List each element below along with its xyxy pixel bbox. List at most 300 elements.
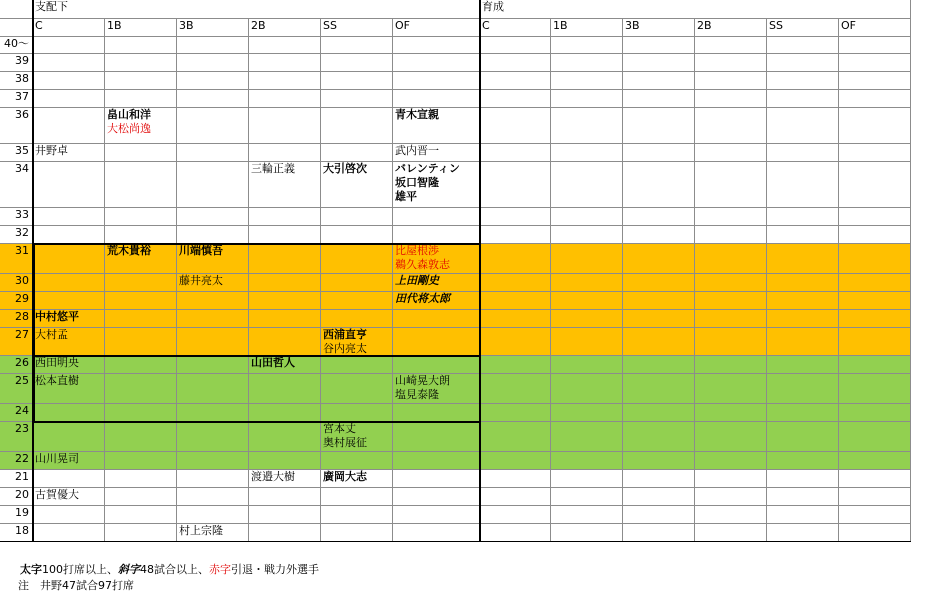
table-cell [33,374,105,404]
table-cell [105,422,177,452]
table-cell [249,108,321,144]
table-cell [177,226,249,244]
table-cell [623,108,695,144]
table-cell [321,404,393,422]
table-cell [480,374,551,404]
age-label: 19 [0,506,33,524]
table-cell [177,244,249,274]
table-cell [839,328,911,356]
table-cell [623,374,695,404]
table-cell [767,356,839,374]
table-cell [551,404,623,422]
table-cell [249,356,321,374]
table-cell [695,54,767,72]
table-cell [105,374,177,404]
left-frame-line [32,0,34,542]
table-cell [177,422,249,452]
table-cell [551,292,623,310]
player-name: 山崎晃大朗 [395,374,450,387]
table-cell [321,208,393,226]
table-cell [393,452,480,470]
table-cell [177,374,249,404]
table-cell [480,404,551,422]
table-cell [695,488,767,506]
table-cell [393,274,480,292]
table-cell [839,208,911,226]
table-cell [839,54,911,72]
table-cell [177,37,249,54]
table-cell [839,90,911,108]
table-cell [105,274,177,292]
table-cell [551,524,623,542]
age-label: 24 [0,404,33,422]
table-cell [249,90,321,108]
table-cell [321,292,393,310]
table-cell [551,226,623,244]
table-cell [321,328,393,356]
table-cell [393,404,480,422]
table-cell [393,226,480,244]
table-cell [623,292,695,310]
table-cell [767,404,839,422]
table-cell [623,72,695,90]
table-cell [839,37,911,54]
table-cell [177,452,249,470]
position-header: C [480,19,551,37]
table-cell [767,226,839,244]
table-cell [623,226,695,244]
table-cell [33,144,105,162]
table-cell [839,292,911,310]
age-label: 23 [0,422,33,452]
legend-note: 注 井野47試合97打席 [18,579,134,592]
table-cell [767,422,839,452]
table-cell [393,356,480,374]
table-cell [839,404,911,422]
age-label: 32 [0,226,33,244]
table-cell [767,452,839,470]
player-name: 三輪正義 [251,162,295,175]
table-cell [393,470,480,488]
player-name: 比屋根渉 [395,244,439,257]
player-name: 山田哲人 [251,356,295,369]
table-cell [480,422,551,452]
player-name: 青木宣親 [395,108,439,121]
age-label: 37 [0,90,33,108]
table-cell [480,488,551,506]
table-cell [839,356,911,374]
table-cell [695,72,767,90]
player-name: 渡邉大樹 [251,470,295,483]
table-cell [321,488,393,506]
player-name: 塩見泰隆 [395,388,439,401]
player-name: 西田明央 [35,356,79,369]
table-cell [839,374,911,404]
player-name: 大村孟 [35,328,68,341]
table-cell [393,54,480,72]
table-cell [33,404,105,422]
age-label: 27 [0,328,33,356]
table-cell [393,422,480,452]
table-cell [393,310,480,328]
table-cell [551,244,623,274]
legend-bold-label: 太字 [20,563,42,576]
table-cell [623,208,695,226]
table-cell [767,108,839,144]
table-cell [105,470,177,488]
table-cell [177,470,249,488]
table-cell [105,292,177,310]
table-cell [695,162,767,208]
table-cell [623,54,695,72]
table-cell [551,54,623,72]
player-name: 大松尚逸 [107,122,151,135]
age-label: 28 [0,310,33,328]
table-cell [393,328,480,356]
table-cell [695,144,767,162]
table-cell [177,524,249,542]
table-cell [105,144,177,162]
table-cell [551,274,623,292]
table-cell [105,162,177,208]
position-header: 1B [551,19,623,37]
table-cell [623,310,695,328]
table-cell [321,452,393,470]
table-cell [249,524,321,542]
table-cell [623,470,695,488]
table-cell [480,54,551,72]
table-cell [321,244,393,274]
table-cell [393,90,480,108]
table-cell [177,72,249,90]
table-cell [321,524,393,542]
table-cell [33,470,105,488]
table-cell [767,488,839,506]
player-name: 大引啓次 [323,162,367,175]
player-name: 鵜久森敦志 [395,258,450,271]
table-cell [480,274,551,292]
table-cell [695,274,767,292]
table-cell [321,72,393,90]
table-cell [767,144,839,162]
table-cell [623,90,695,108]
table-cell [249,506,321,524]
table-cell [249,310,321,328]
table-cell [321,37,393,54]
table-cell [321,374,393,404]
table-cell [249,328,321,356]
player-name: 奥村展征 [323,436,367,449]
table-cell [249,374,321,404]
table-cell [551,72,623,90]
table-cell [767,162,839,208]
table-cell [551,37,623,54]
table-cell [767,506,839,524]
table-cell [393,244,480,274]
table-cell [177,108,249,144]
player-name: 武内晋一 [395,144,439,157]
table-cell [177,162,249,208]
legend-bold-desc: 100打席以上、 [42,563,118,576]
table-cell [695,90,767,108]
table-cell [839,72,911,90]
table-cell [393,292,480,310]
table-cell [480,162,551,208]
table-cell [249,54,321,72]
age-label: 30 [0,274,33,292]
table-cell [480,310,551,328]
position-header: 1B [105,19,177,37]
table-cell [393,37,480,54]
table-cell [321,506,393,524]
table-cell [623,37,695,54]
table-cell [695,506,767,524]
player-name: 雄平 [395,190,417,203]
table-cell [839,488,911,506]
age-label: 33 [0,208,33,226]
table-cell [695,404,767,422]
table-cell [695,244,767,274]
player-name: 宮本丈 [323,422,356,435]
table-cell [695,208,767,226]
table-cell [480,328,551,356]
legend-italic-desc: 48試合以上、 [140,563,209,576]
table-cell [33,422,105,452]
table-cell [177,292,249,310]
table-cell [695,452,767,470]
table-cell [623,144,695,162]
table-cell [623,422,695,452]
group-header: 育成 [480,0,911,19]
position-header: 3B [177,19,249,37]
table-cell [767,37,839,54]
table-cell [105,108,177,144]
age-label: 38 [0,72,33,90]
table-cell [33,244,105,274]
age-label: 40～ [0,37,33,54]
table-cell [839,470,911,488]
table-cell [105,506,177,524]
table-cell [33,37,105,54]
player-name: 西浦直亨 [323,328,367,341]
table-cell [480,506,551,524]
table-cell [321,356,393,374]
table-cell [839,452,911,470]
table-cell [695,292,767,310]
legend-italic-label: 斜字 [118,563,140,576]
table-cell [623,488,695,506]
table-cell [177,90,249,108]
table-cell [249,404,321,422]
position-header: 2B [249,19,321,37]
table-cell [480,292,551,310]
table-cell [321,226,393,244]
table-cell [249,274,321,292]
table-cell [177,144,249,162]
table-cell [249,37,321,54]
table-cell [393,162,480,208]
table-cell [105,244,177,274]
table-cell [321,162,393,208]
table-cell [623,452,695,470]
table-cell [33,310,105,328]
table-cell [33,452,105,470]
table-cell [551,162,623,208]
table-cell [839,108,911,144]
corner-cell [0,19,33,37]
legend-red-label: 赤字 [209,563,231,576]
table-cell [249,422,321,452]
position-header: C [33,19,105,37]
table-cell [33,90,105,108]
table-cell [551,90,623,108]
table-cell [393,108,480,144]
table-cell [33,274,105,292]
table-cell [177,54,249,72]
table-cell [839,144,911,162]
table-cell [623,356,695,374]
table-cell [177,208,249,226]
table-cell [551,310,623,328]
table-cell [551,422,623,452]
table-cell [551,506,623,524]
table-cell [105,488,177,506]
table-cell [480,244,551,274]
age-label: 36 [0,108,33,144]
table-cell [695,328,767,356]
table-cell [249,144,321,162]
table-cell [249,470,321,488]
table-cell [480,90,551,108]
table-cell [695,374,767,404]
table-cell [249,226,321,244]
age-label: 18 [0,524,33,542]
player-name: 村上宗隆 [179,524,223,537]
table-cell [695,524,767,542]
table-cell [249,162,321,208]
table-cell [33,226,105,244]
table-cell [839,506,911,524]
table-cell [623,328,695,356]
table-cell [623,506,695,524]
table-cell [480,356,551,374]
age-label: 20 [0,488,33,506]
table-cell [480,144,551,162]
table-cell [767,524,839,542]
table-cell [249,72,321,90]
table-cell [695,37,767,54]
player-name: 松本直樹 [35,374,79,387]
player-name: 廣岡大志 [323,470,367,483]
table-cell [321,274,393,292]
table-cell [33,54,105,72]
age-label: 25 [0,374,33,404]
table-cell [177,274,249,292]
table-cell [321,144,393,162]
table-cell [105,226,177,244]
table-cell [33,72,105,90]
table-cell [623,244,695,274]
table-cell [105,37,177,54]
player-name: 畠山和洋 [107,108,151,121]
age-label: 39 [0,54,33,72]
position-header: SS [767,19,839,37]
table-cell [105,524,177,542]
player-name: 谷内亮太 [323,342,367,355]
table-cell [623,404,695,422]
table-cell [105,208,177,226]
position-header: OF [839,19,911,37]
player-name: 荒木貴裕 [107,244,151,257]
table-cell [551,108,623,144]
table-cell [33,292,105,310]
table-cell [105,310,177,328]
table-cell [321,422,393,452]
player-name: 井野卓 [35,144,68,157]
table-cell [767,328,839,356]
group-separator-line [479,0,481,542]
corner-cell [0,0,33,19]
age-label: 22 [0,452,33,470]
player-name: 中村悠平 [35,310,79,323]
table-cell [321,90,393,108]
table-cell [393,374,480,404]
table-cell [480,452,551,470]
position-header: 2B [695,19,767,37]
table-cell [480,37,551,54]
table-cell [767,54,839,72]
table-cell [480,208,551,226]
table-cell [695,356,767,374]
table-cell [105,452,177,470]
table-cell [393,524,480,542]
player-name: 坂口智隆 [395,176,439,189]
table-cell [767,292,839,310]
table-cell [249,244,321,274]
age-label: 29 [0,292,33,310]
table-cell [767,470,839,488]
table-cell [480,226,551,244]
table-cell [177,310,249,328]
table-cell [623,524,695,542]
table-cell [105,356,177,374]
age-label: 21 [0,470,33,488]
age-label: 31 [0,244,33,274]
table-cell [839,422,911,452]
table-cell [177,488,249,506]
position-header: SS [321,19,393,37]
age-label: 35 [0,144,33,162]
table-cell [393,72,480,90]
table-cell [393,506,480,524]
table-cell [695,310,767,328]
table-cell [393,208,480,226]
table-cell [551,328,623,356]
table-cell [249,452,321,470]
player-name: バレンティン [395,162,460,175]
table-cell [695,470,767,488]
table-cell [839,244,911,274]
player-name: 藤井亮太 [179,274,223,287]
table-cell [177,506,249,524]
table-cell [551,374,623,404]
table-cell [33,208,105,226]
player-name: 田代将太郎 [395,292,450,305]
table-cell [249,488,321,506]
table-cell [393,144,480,162]
table-cell [33,162,105,208]
table-cell [321,54,393,72]
